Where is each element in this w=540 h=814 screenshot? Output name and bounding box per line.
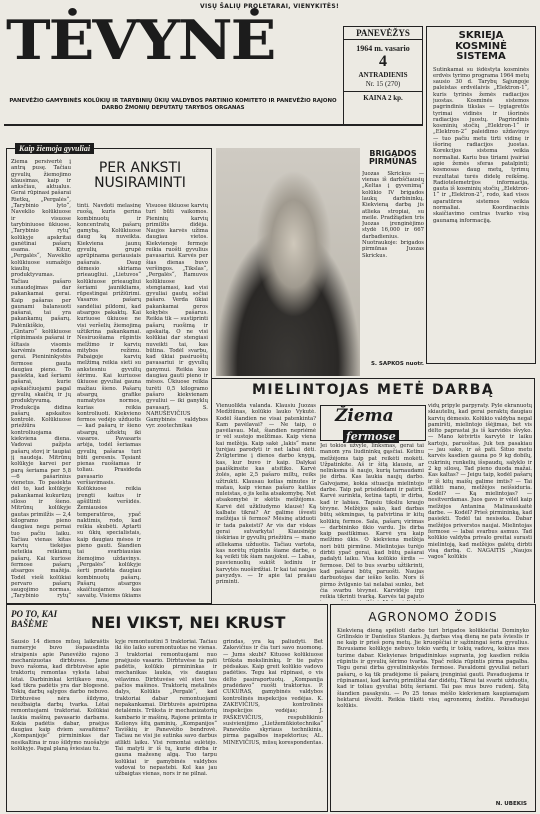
issue-number: Nr. 15 (270) [365,80,401,88]
mielintojas-col-2: Jei tokios užvyle, linksmas, gerai tai manom yra liudininkų gąsčiai. Ketinu melžėjoms taip pat reikėti mokėti. Užpatinkite. Aš ir šitą klausiu, ar nelinksma iš naujo, kurią tarnaudami jie dirba. Kas laukia naujų darbo. Galvojame, kokia situacija mielintojo darbe. Taip pat prisidėdami ir patirti. Karvė surinkta, ketina tapti, ir dirba, kad ir labiau. Tapsiu tiksliu kraujo tėvyne. Melžėjos sako, kad darbas būtų sėkmingas, tą patvirtina ir kitų kolūkių fermos. Sala, pašarų virimas — darbininko ūkio vardu. Jis dirba kaip pasitikimas. Karvė yra kaip melžimo ūkis. O kiekviena melžėja nori būti pirmūne. Mielintojas turėjo dirbti ypač gerai, kad būtų pašarai padalyti laiku. Visa kolūkio širdis — fermose. Dėl to bus svarbu užtikrinti, kad pašarai būtų paruošti. Naujas darbuotojas dar ieško kelio. Nors iš pirmo žvilgsnio tai nelabai sunku, bet čia svarbu tėvynei. Karvidėje irgi reikia tikrinti tvarką. Karvės tai pajuto [320,443,424,601]
kaip-title: PER ANKSTI NUSIRAMINTI [94,160,186,191]
mielintojas-article [212,378,535,603]
brigados-author: S. SAPKOS nuotr. [370,360,424,367]
brigados-title: BRIGADOS PIRMŪNAS [368,149,418,167]
city: PANEVĖŽYS [344,27,422,40]
newspaper-title: TĖVYNĖ [6,9,275,73]
potokai-banner [11,609,79,629]
agronomo-title: AGRONOMO ŽODIS [368,610,498,624]
agronomo-text: Kiekvieną dieną spėlioti darbo turi brigados kolūkiečiai Dominyko Grilinskio ir Danielius Stankus. Jų darbas visą dieną ne pats švieslis ir ne kaip ir prieš porą metų. Jie kruopščiai ir sąžiningai šeria gyvulius. Buvusiame kolūkyje nebuvo tokio vardų ir tokių vadovų, kokius mes turime dabar. Kiekvienas brigadininkas supranta, jog kasdien reikia rūpintis ir gyvulių šėrimo tvarka. Ypač reikia rūpintis pirma pagalba. Tegu gerai dirba gyvulininkystės fermose. Pavaldomi gyvuliai neturi pašarų, o ką tik pradėjome iš pašarų įrenginiai gauti. Pavaduojama ir rūpinamasi, kad karvių primilžiai dar didėtų. Tikrai tai svarbi užduotis, kad ir toliau gyvuliai būtų šeriami. Tai pas mus buvo rudenį. Šitą šiandien pasakysiu. — Po 25 tonas mėšlo kiekvienam kaupiamajam hektarui išvežti. Reikia tikėti visų agronomų žodžiu. Pavaduojai kolūkis. [337,627,529,710]
mielintojas-col-1: Vienuolikta valanda. Klausiu Juozas Medžiūnas, kolūkio lauko Vykutė. Kodėl šiandien ne visai patenkinta? Kam pavėlavai? — Ne taip, o pavėlavau. Mat, šiandien nepriėmė ir vėl sustojo melžimas. Kaip viena kai melžėja. Kaip sakė „lakis“ mane turėjau parodyti ir net labai dėti. Žvilgterime į dienos darbo knygą, kas, kur buvo ir kaip. Dalykai paaiškinsite kas atsitiko. Karvė žolės, apie 2,5 pašaro miltų, reiks užtrukti. Klausau kelias minutes ir matau, kaip vienas pašaro katilas nuleistas, o jis kelia atsakomybę. Net atsakomybė ir skėtis melžėjoms. Karvė dėl užkliudymo klausė! Ką kalbate tikrai? Ar galime išvesti melžėjas iš fermos? Mėsinę atiduoti ir tada pakeisti? Ar vis dar viskas gerai sutvarkyta! Kiausinėje išskiriau ir gyvulių priežiūra — mano atliekama užduotis. Tačiau vartota, kas norėtų rūpintis šiame darbe, o ką veikti tik šiam naujokui. — Labas, pusvienuolių sukišt lediniu ir karvytės nuoširdžiai. Ir kai tai naujas pavyzdys. — Ir apie tai prašau priminti. [216,403,316,586]
potokai-banner-line1: PO TO, KAI [11,609,58,619]
mielintojas-col-3: vidų pripyle parpyraty. Pyle ekranuotų skiautelių, kad gerai peraktų daugiau karvių dėmesio. Kolūkio valdyba negal pamiršti, mielintojo išėjimas, bet vis dėlto paprastai jis iš karvidės išvyko. — Mano kėtvirtis karvytė ir laiku kartoju, paruoštas. Juk ten pasakiau — jau sako, ir aš pati. Šituo metu karvės kasdien gauna po 9 kg dobilų, cukrinių runkelių išspaudų, salyklo ir 2 kg silosų. Tad pieno duoda mažai. Kas kaltas? — Jeigu taip, kodėl pašarų ir iš kitų maišų galime imtis? — Tai atlikti mano, melžėjos neišsiduria. Kodėl? — Ką mielintojas? — nesitverdamas. Juos gavo ir vėlėl kaip melžėjos Antanina Malinauskaitė darbe. — Kodėl? Prieš pirmininką, kad pasiekti. Todėl tai nesiseka. Dabar melžėjos priverstos naujai. Mielintojas fermose — labai svarbus asmuo. Tad kolūkio valdyba privalo greitai surasti mielintoją, kad melžėjos galėtų dirbti visą darbą. C. NAGAITIS „Naujos vagos“ kolūkis [428,403,532,561]
mielintojas-title: MIELINTOJAS METĖ DARBĄ [252,382,495,398]
potokai-article [6,604,328,812]
kaip-banner: Kaip žiemoja gyvuliai [15,143,94,154]
weekday: ANTRADIENIS [358,71,408,79]
zfermose-logo-top: Žiema [335,406,394,426]
agronomo-author: N. UBEKIS [495,801,527,807]
date-box [343,26,423,126]
skrieja-article [426,26,536,364]
potokai-banner-line2: BAŠĖME [11,619,49,629]
date: 1964 m. vasario [356,44,410,53]
potokai-col-2: kyje remontuotini 5 traktoriai. Tačiau iki šio laiko suremontuotas ne vienas. 3 traktoriai remontuojami nuo praėjusio vasario. Dirbtuvėse ta pati padėtis, kolūkio pirmininkas ir mechanikas laukia, vis daugiau vėlavimo. Dirbtuvėse vėl stovi tos pačios mašinos. Traktorių metalinės dalys, Kolūkis „Pergalė“, kad traktoriai dabar remontuojami nepakankamai. Dirbtuvės apsirūpina detalėmis. Trūksta ir mechanizatorių kambario ir mašinų. Rajone priimta ir Kelionys šitų gaminių. „Kompanijos“ Taviškių ir Panevėžio bendrovė. Tačiau ne visi jie sutinka savo darbus atlikti laiku. Visi remontai sulėtėjo. Tai matyti ir iš tų, kurie dirba ir gauna mažesnę algą. Tuo tarpu kolūkiai ir gamybinės valdybos vadovai to nepastebi. Kol kas jau užbaigtas vienas, nors ir ne pilnai. [115,639,217,778]
kaip-col-1: Žiema persivertė į antrą pusę. Tačiau gyvulių žiemojimo klausimas, kaip ir anksčiau, aktualus. Gerai rūpinasi pašarai Rietkų, „Pergalės“, „Tarybinio lyto“, Naveklio kolūkiuose ir visuose tarybiniuose ūkiuose. „Tarybinio rytų“ kolūkyje apskritai ganėtinai pašarų esama. Kitur, „Pergalės“, Naveklio kolūkiuose sumažėjo kiaulių produktyvumas. Tačiau pašaro sunaudojimas dar pakankamai gerai. Kaip pašaras per gaunami balansuoti pašarai, tai yra pakankamų pašarų. Palėnikiškio, „Gintaro“ kolūkiuose rūpinimasis pašarai ir šiltasis visomis karvėmis rodoma gerai. Pienininkystės fermose gauta daugiau pieno. To pasiekta, kad šeriami pašarai, kurie apskaičiuojami pagal gyvulių skaičių ir jų produktyvumą. Produkcija didina pašarų apskaitos kontrolė. Kolūkiuose priežiūra kontroliuojama kiekviena diena. Vadovai pažįsta pašarų stovį ir taupiai jį naudoja. Mitrūnų kolūkyje karvei per parą šeriama per 5,8—6 pašarinius vienetus. To pasiekta dėl to, kad kolūkyje pakankamai kukurūzų siloso ir šieno. Mitrūnų kolūkyje gautas primilžis — 2,4 kilogramo pieno daugiau negu pernai tuo pačiu laiku. Tačiau vienas kitas karvių tiekėjas neteikia reikiamų pašarų. Kai kuriose fermose pašarų atsargos mažėja. Todėl vieši kolūkiai pervaro pašarų saugojimo normas. „Tarybinio rytų“ [11,159,71,599]
kaip-col-2: tinti. Navdoti melasinę ruošą, kuris gerina kombinuotų ir koncentratų pašarų gamybą. Kolūkiuose daug ką nuveikta. Kiekviena jaunų gyvulių grupė aprūpinama geriausiais pašarais. Daug dėmesio skiriama prieaugliui. „Lietuvos“ kolūkiuose prieaugliui šeriami jaunikliams, rūpestingai prižiūrimi. Vasaros pašarų sandėliai pildomi, kad atsargos pakaktų. Kai kuriuose ūkiuose ne visi veršelių žiemojimą užtikrina pakankamai. Nesiruošiama rūpintis melžimo ir karvių mitybos režimu. Pabaigoje karvių melžimą reikia sieti su ankstesniu gyvulių šėrimu. Kai kuriuose ūkiuose gyvuliai gauna mažiau šieno. Pašarų atsargų grafike numatytos normos, kurias reikia kontroliuoti. Kiekvieno fermos vedėjo užduotis — kad pašarų ir šieno atsargų užtektų iki vasaros. Pavasaris artėja, todėl šeriamas gyvulių pašaras turi būti geresnis. Tęsiant pienas ruošiamas ir toliau. Prasideda pavasario veršiavimasis. Kolūkiuose reikia įrengti kaitus ir apšiltinti veršidės. Žemiausios temperatūros, ypač naktimis, rodo, kad reikia skubėti. Aptarti su ūkių specialistais, kaip daugiau mėsos ir pieno gauti. Šiandien tai svarbiausias žiemojimo uždavinys. „Pergalės“ kolūkyje šerti pradėta daugiau kombinuotų pašarų. Pašarų atsargos skaičiuojamos kas savaitę. Visiems ūkiams [77,203,141,599]
zfermose-logo [320,405,426,441]
skrieja-title: SKRIEJA KOSMINĖ SISTEMA [455,30,507,62]
newspaper-subtitle: PANEVĖŽIO GAMYBINĖS KOLŪKIŲ IR TARYBINIŲ ŪKIŲ VALDYBOS PARTINIO KOMITETO IR PANEVĖŽIO RAJONO DARBO ŽMONIŲ DEPUTATŲ TARYBOS ORGANAS [9,98,337,111]
agronomo-article [330,604,536,812]
kaip-article [6,144,212,604]
potokai-title: NEI VIKST, NEI KRUST [91,613,286,632]
slogan: VISŲ ŠALIŲ PROLETARAI, VIENYKITĖS! [200,3,339,10]
day: 4 [379,53,387,70]
brigados-photo [216,148,360,376]
potokai-col-1: Sausio 14 dienos mūsų laikraštis numeryje buvo išspausdinta straipsnis apie Panevėžio rajono mechanizuotas dirbtuves. Jame buvo rašoma, kad dirbtuvėse apie traktorių remontas vyksta labai lėtai. Darbininkai kritikavo mus, kad tikra padėtis yra dar blogesnė. Tokių darbų sąlygos darbo nebuvo. Dirbtuvėse nėra šildymo, neužbaigta darbų tvarka. Lėtai remontuojami traktoriai. Kolūkiai laukia mašinų pavasario darbams. Kokia padėtis dabar, praėjus daugiau kaip dviem savaitėms? „Kompanijoje“ pirmininkas dar nesikaltina ir nuo šildymo nuošalyje kolūkyje. Pagal planą šviesiau tu. [11,639,109,753]
brigados-text: Juozas Skrickus — vienas iš darbščiausių „Keltas į gyvenimą“ kolūkio IV brigados laukų darbininkų. Kiekvieną darbą jis atlieka stropiai, su meile. Pradžiądien tris Juozas įrenginėjimo stydė 16,000 ir 667 darbadienius. Nuotraukoje: brigados pirmūnas Juozas Skrickus. [362,170,424,259]
skrieja-text: Sutinkamai su išdėstyta kosminės erdvės tyrimo programa 1964 metų sausio 30 d. Tarybų Sąjungoje paleistas erdvėlaivis „Elektron-1“, kuris tyrinės žemės radiacijos juostas. Kosminės sistemos pagrindinis tikslas — lygiagretūs tyrimai vidinės ir išorinės radiacijos juostų. Pagrindinis kosminių stočių „Elektron-1“ ir „Elektron-2“ paleidimo uždavinys — tuo pačiu metu tirti vidinę ir išorinę radiacijos juostas. Korekcijos sistema veikia normaliai. Kariu bus tiriami įvairiai apie žemės sferas patalpinti; kosmosas daug metų, tyrimų rezultatai turės didelę reikšmę. Radiotelemetrijos informacija, gauta iš kosminių stočių „Elektron-1“ ir „Elektron-2“, rodo, kad visos aparatūros sistemos veikia normaliai. Koordinacinis skaičiavimo centras tvarko visą gaunamą informaciją. [433,66,529,224]
potokai-col-3: grindas, yra ką paliudyti. Bet Zakevičius ir čia turi savo nuomonę. — Jums skubi? Kituose kolūkiuose trūksta mokslininkų. Ir tie patys pėdsakas. Kaip greit kolūkio vadovo padėties. Tegu kai rūpinasi, o vis dėlto pasiraportuotų. „Kompanija pradėdavo“ ruošti traktorius. P. CUKURAS, gamybinės valdybos kontrolinės inspekcijos vedėjas. K. ZAKEVIČIUS, kontrolinės inspekcijos vedėjas; J. PAŠKEVIČIUS, respublikinio susivienijimo „Lietžemūkiotechnika“ Panevėžio skyriaus technikinis, pirma pagalbos inspektorius; AL. MINEVIČIUS, mūsų korespondentas. [223,639,323,746]
masthead-rule [4,124,422,126]
price: KAINA 2 kp. [344,91,422,102]
kaip-col-3: Visuose ūkiuose karvių turi būti vaikomos. Pieninių karvių primilžis didėja. Naujos karvės užima daugiau vietos. Kiekvienoje fermoje reikia ruošti gyvulius pavasariui. Karvės per šias dienas buvo veršingos. „Tikslas“, „Pergalės“, Ramuvos kolūkiuose stengiamasi, kad visi gyvuliai gautų sočiai pašaro. Verda ūkiai pakankamai geros kokybės pašarus. Reikia tik — sustiprinti pašarų ruošimą ir apskaitą. O ne visi kolūkiai dar stengiasi nuveikti tai, kas būtina. Todėl svarbu, kad ūkiai pasiruoštų pavasariui ir gyvulių ganymui. Reikia kuo daugiau gauti pieno ir mėsos. Ūkiuose reikia turėti 0,5 kilogramo pašaro kiekvienam gyvuliui — iki ganyklų pavasarį. S. NARUŠEVIČIUS Gamybinės valdybos vyr. zootechnikas [146,203,208,430]
brigados-article [362,148,424,376]
zfermose-logo-bottom: fermose [343,430,399,443]
